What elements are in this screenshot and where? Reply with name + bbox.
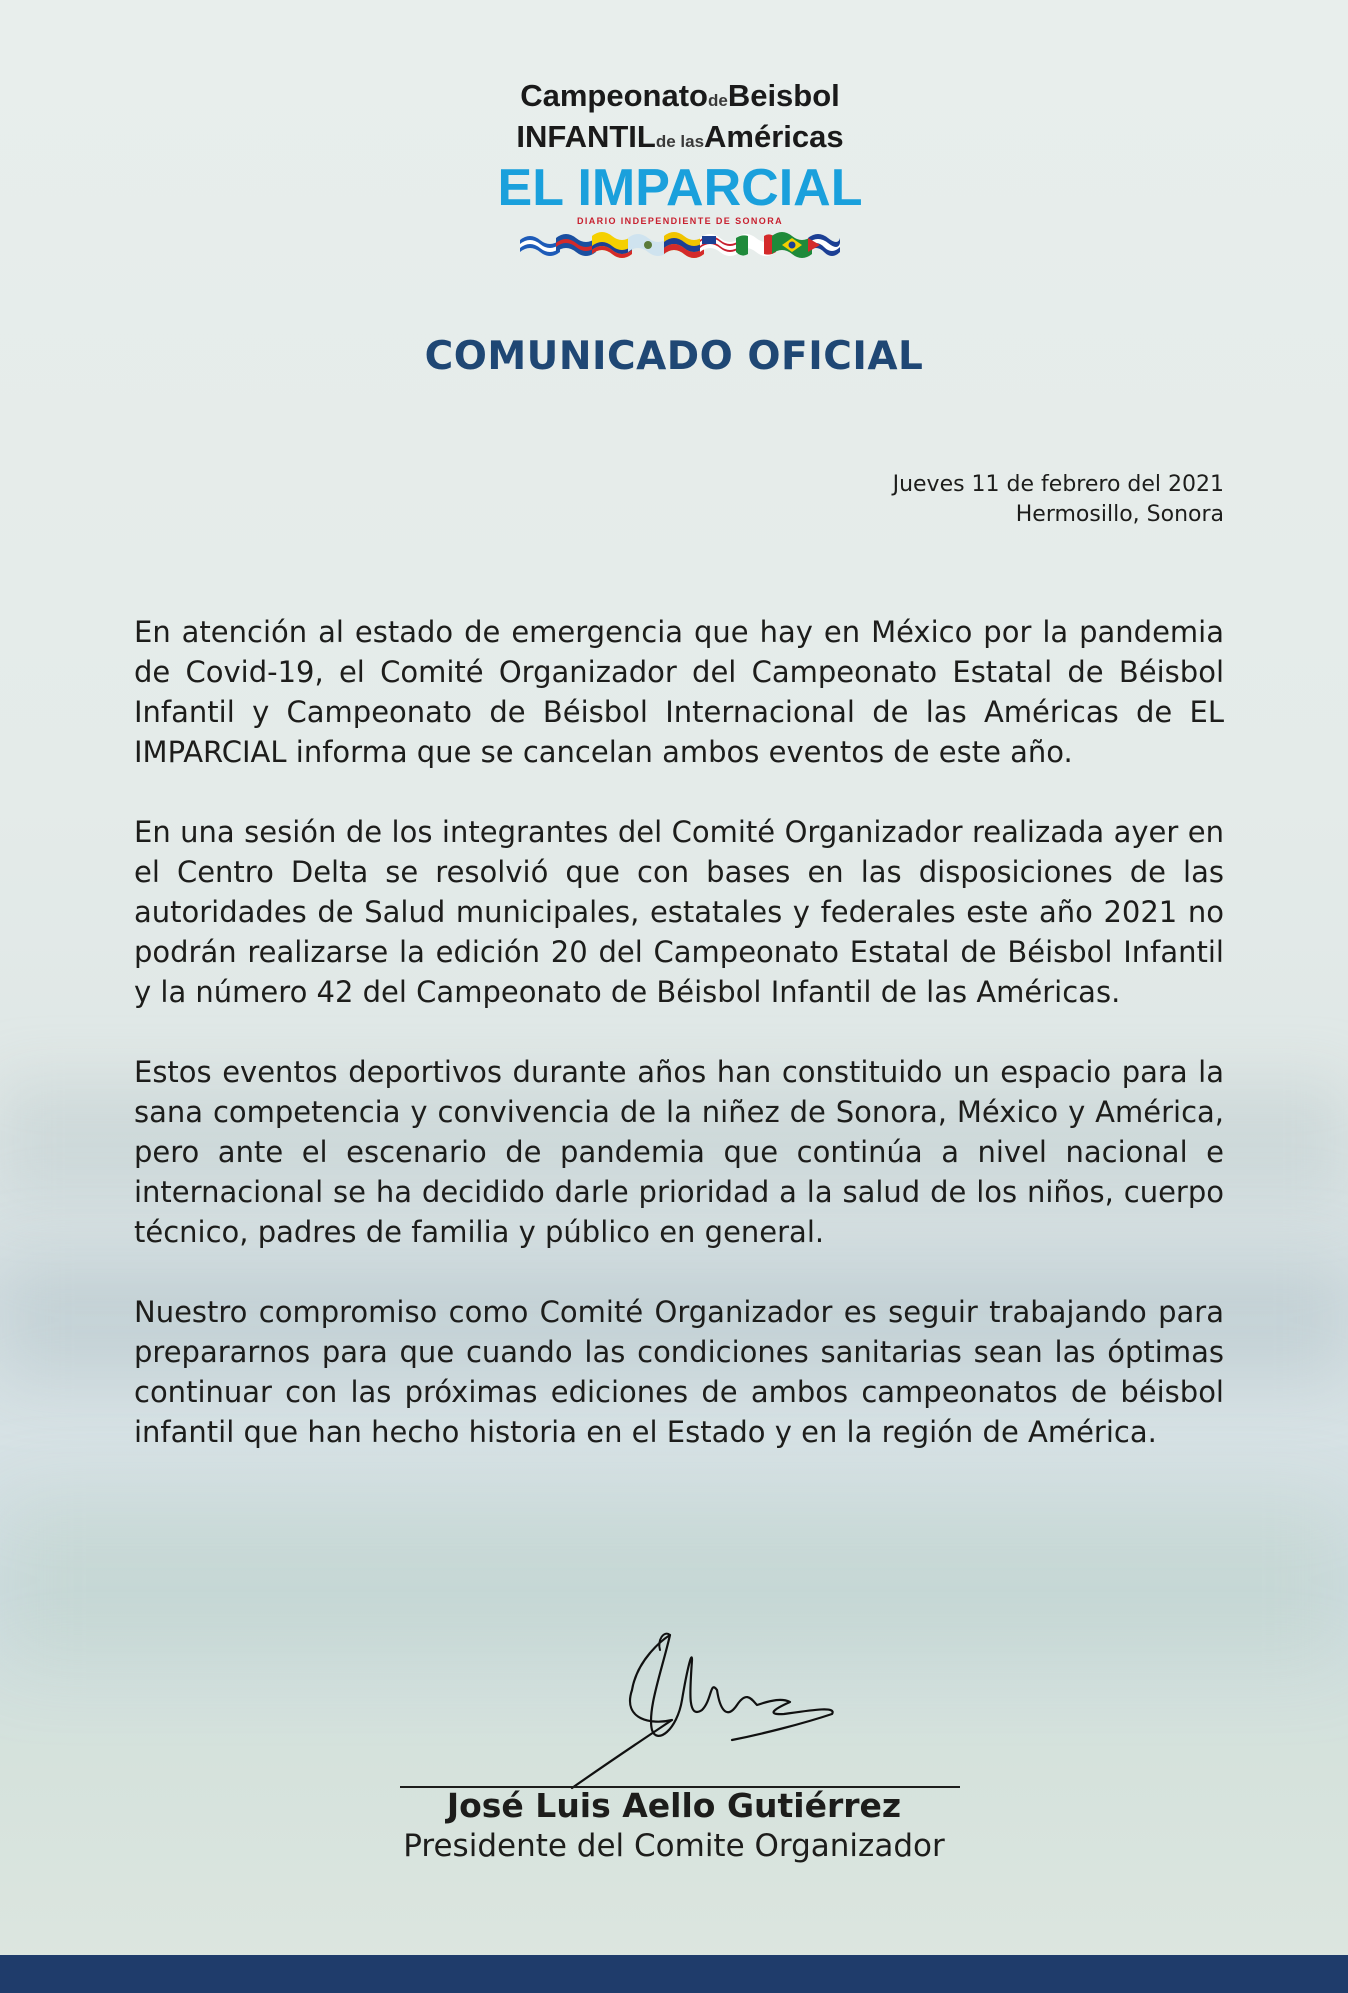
newspaper-tagline: DIARIO INDEPENDIENTE DE SONORA xyxy=(576,216,784,226)
paragraph: Nuestro compromiso como Comité Organizador es seguir trabajando para prepararnos para que cuando las condiciones sanitarias sean las óptimas continuar con las próximas ediciones de ambos campeonatos de béisbol infantil que han hecho historia en el Estado y en la región de América. xyxy=(134,1295,1224,1449)
paragraph: Estos eventos deportivos durante años han constituido un espacio para la sana competencia y convivencia de la niñez de Sonora, México y América, pero ante el escenario de pandemia que continúa a nivel nacional e internacional se ha decidido darle prioridad a la salud de los niños, cuerpo técnico, padres de familia y público en general. xyxy=(134,1055,1224,1249)
signer-name: José Luis Aello Gutiérrez xyxy=(446,1786,902,1825)
logo-text: de las xyxy=(655,132,705,151)
flags-banner-icon xyxy=(520,226,840,262)
logo-text: INFANTIL xyxy=(516,119,656,154)
footer-bar xyxy=(0,1955,1348,1993)
date-text: Jueves 11 de febrero del 2021 xyxy=(892,472,1224,497)
logo-text: Campeonato xyxy=(520,78,708,113)
logo-line-1 xyxy=(470,78,890,119)
newspaper-logo: EL IMPARCIAL xyxy=(497,159,863,217)
paragraph: En atención al estado de emergencia que hay en México por la pandemia de Covid-19, el Comité Organizador del Campeonato Estatal de Béisbol Infantil y Campeonato de Béisbol Internacional de las Américas de EL IMPARCIAL informa que se cancelan ambos eventos de este año. xyxy=(134,615,1224,769)
date-location-block xyxy=(893,470,1224,530)
signer-title: Presidente del Comite Organizador xyxy=(403,1828,945,1864)
location-text: Hermosillo, Sonora xyxy=(1015,502,1224,527)
logo-text: Américas xyxy=(704,119,844,154)
logo-line-2 xyxy=(470,119,890,160)
paragraph: En una sesión de los integrantes del Comité Organizador realizada ayer en el Centro Delta se resolvió que con bases en las disposiciones de las autoridades de Salud municipales, estatales y federales este año 2021 no podrán realizarse la edición 20 del Campeonato Estatal de Béisbol Infantil y la número 42 del Campeonato de Béisbol Infantil de las Américas. xyxy=(134,815,1224,1009)
statement-body xyxy=(134,612,1224,1492)
logo-text: Beisbol xyxy=(727,78,840,113)
handwritten-signature-icon xyxy=(552,1610,852,1790)
tournament-logo xyxy=(470,78,890,226)
document-title: COMUNICADO OFICIAL xyxy=(424,334,924,379)
logo-text: de xyxy=(707,91,728,110)
